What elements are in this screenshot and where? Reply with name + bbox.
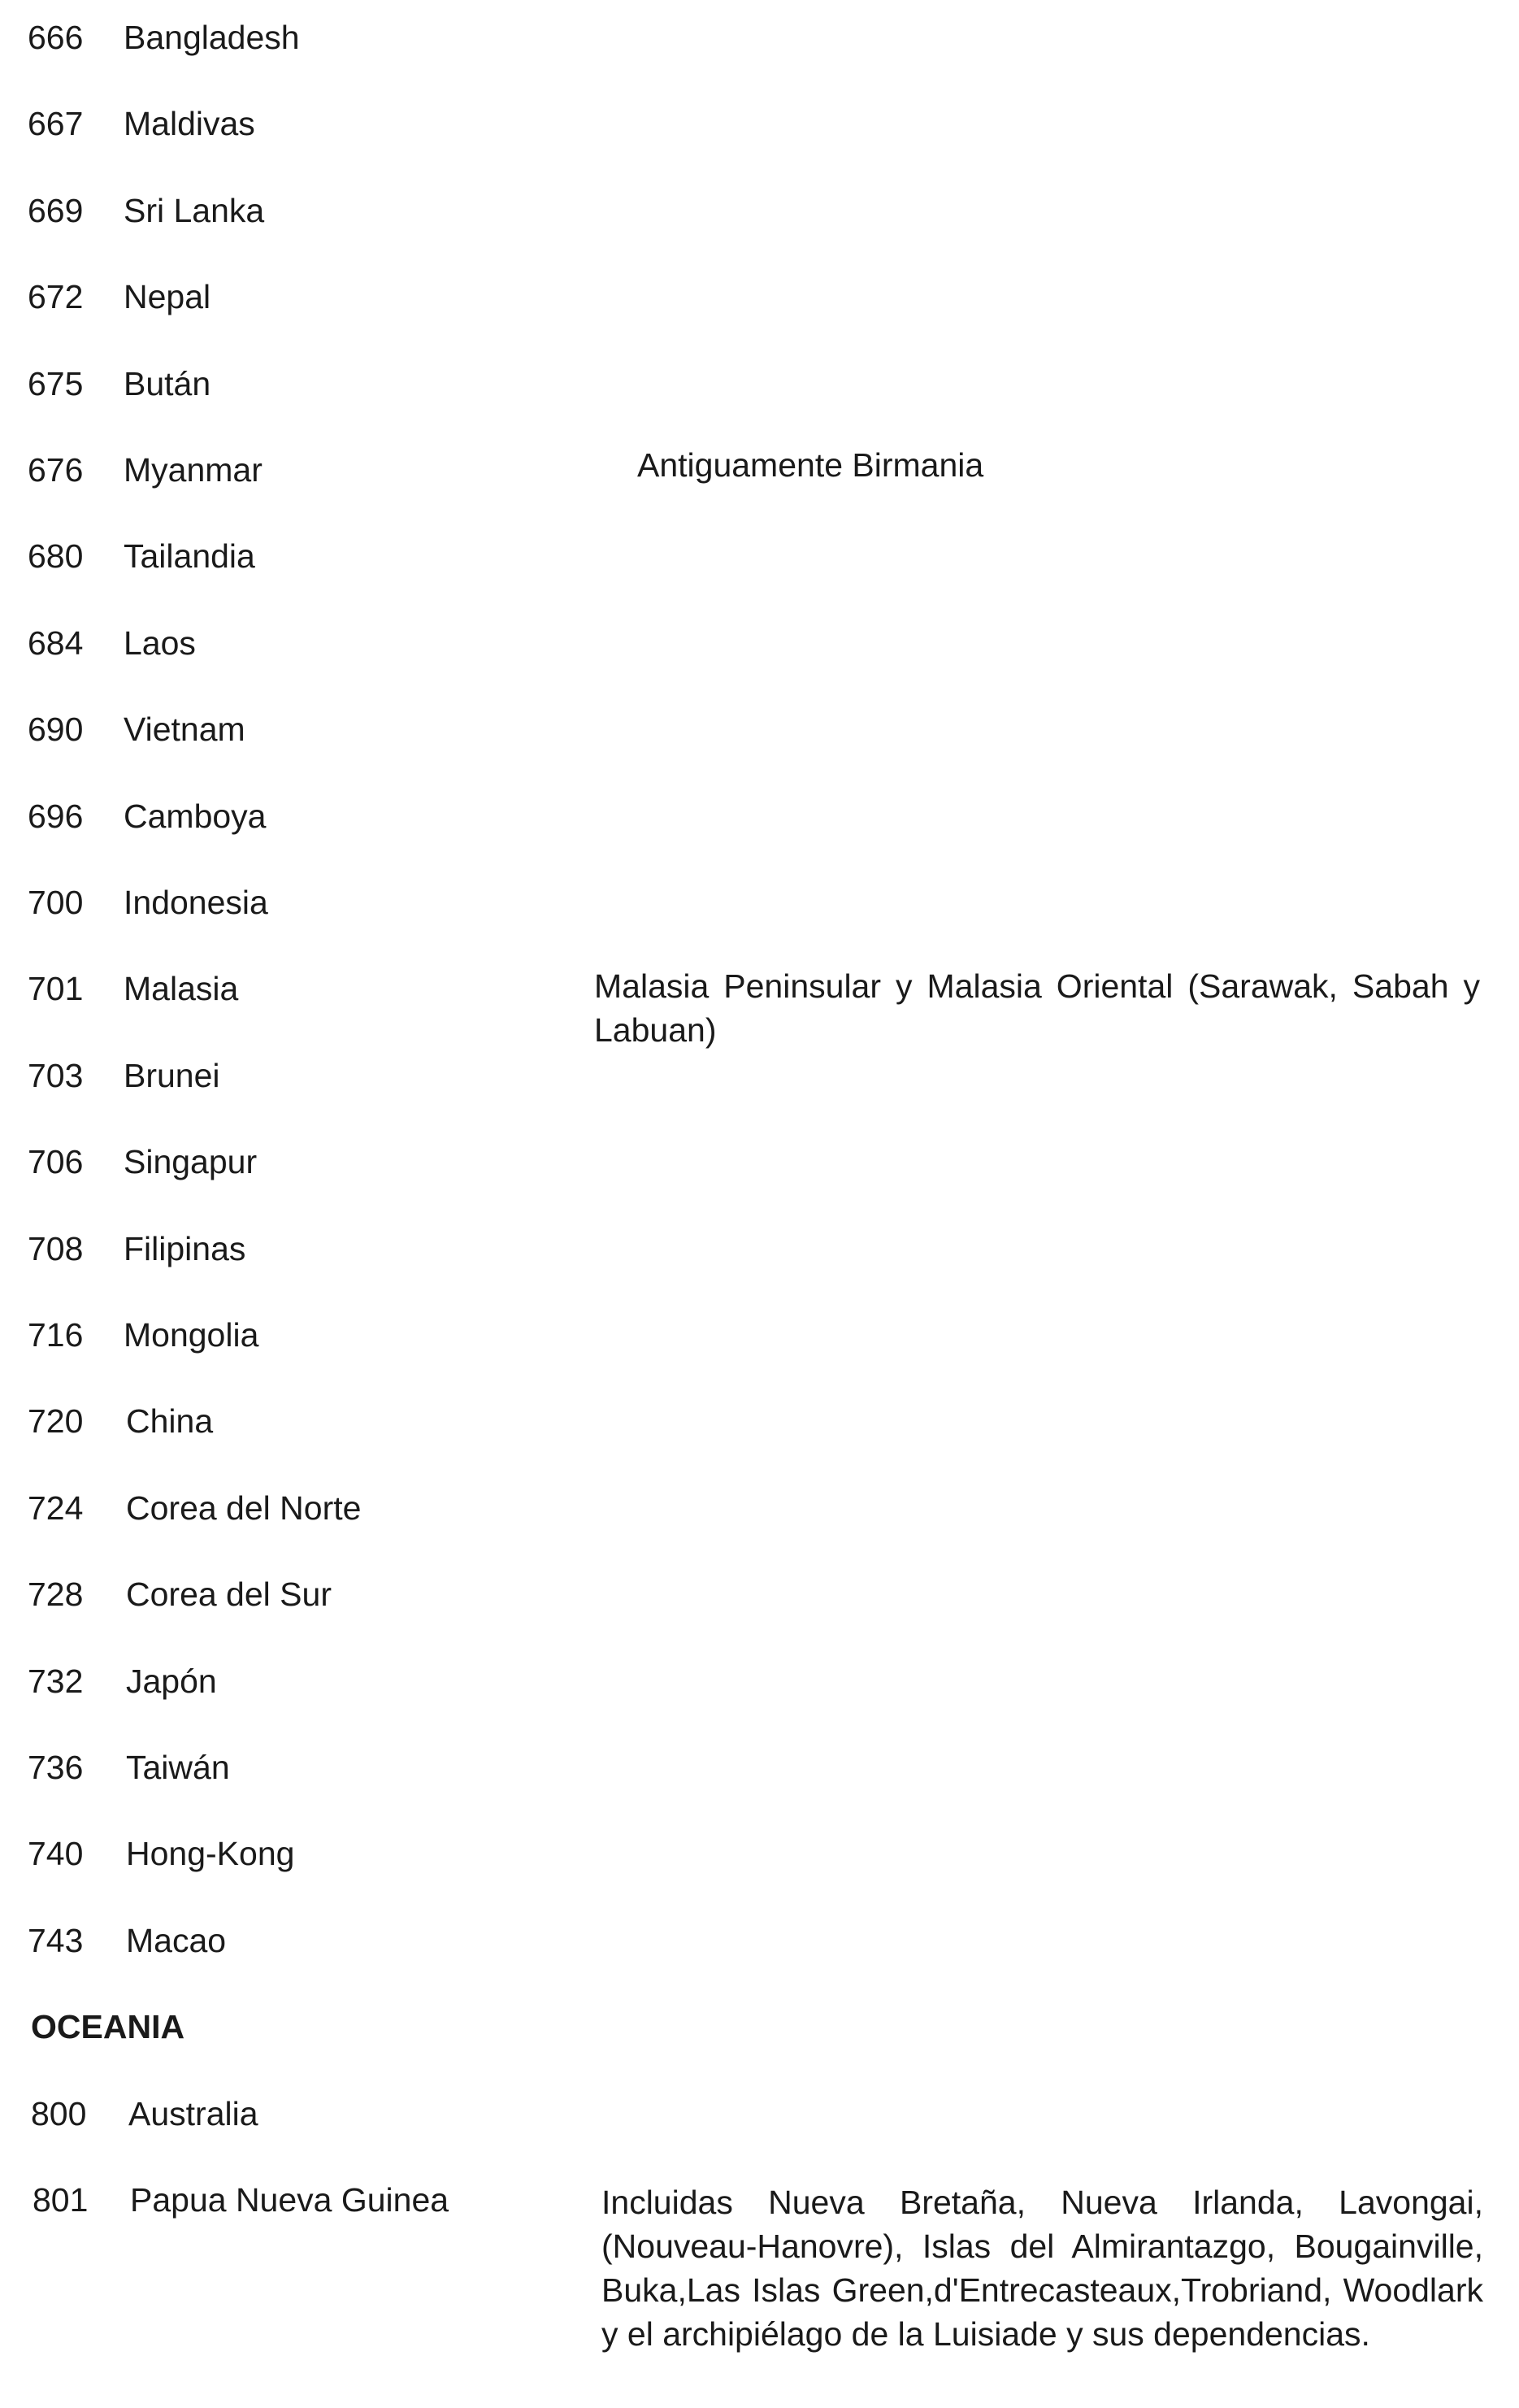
country-name: Brunei <box>124 1057 220 1094</box>
list-item <box>0 1575 1519 1623</box>
country-code: 703 <box>28 1057 84 1094</box>
country-code: 675 <box>28 365 84 402</box>
list-item <box>0 1056 1519 1105</box>
country-code: 743 <box>28 1922 84 1959</box>
country-name: Taiwán <box>126 1749 230 1786</box>
list-item <box>0 537 1519 585</box>
country-code: 716 <box>28 1316 84 1354</box>
country-code: 672 <box>28 278 84 315</box>
country-code: 801 <box>33 2181 89 2219</box>
list-item <box>0 1748 1519 1797</box>
list-item <box>0 18 1519 67</box>
country-code: 708 <box>28 1230 84 1267</box>
list-item <box>0 277 1519 326</box>
country-name: Filipinas <box>124 1230 246 1267</box>
country-name: Hong-Kong <box>126 1835 295 1872</box>
list-item <box>0 710 1519 758</box>
list-item <box>0 967 1519 1049</box>
country-code: 680 <box>28 537 84 575</box>
country-name: Japón <box>126 1663 217 1700</box>
country-name: Maldivas <box>124 105 255 142</box>
list-item <box>0 191 1519 240</box>
country-name: Laos <box>124 624 196 662</box>
country-code: 732 <box>28 1663 84 1700</box>
country-note: Incluidas Nueva Bretaña, Nueva Irlanda, Lavongai, (Nouveau-Hanovre), Islas del Almirantazgo, Bougainville, Buka,Las Islas Green,d'Entrecasteaux,Trobriand, Woodlark y el archipiélago de la Luisiade y sus dependencias. <box>601 2184 1483 2353</box>
country-code: 724 <box>28 1489 84 1527</box>
country-name: Corea del Sur <box>126 1576 332 1613</box>
list-item <box>0 1315 1519 1364</box>
country-code: 669 <box>28 192 84 229</box>
list-item <box>0 1489 1519 1537</box>
country-code: 696 <box>28 798 84 835</box>
country-code: 736 <box>28 1749 84 1786</box>
country-name: Bután <box>124 365 211 402</box>
list-item <box>0 1834 1519 1883</box>
country-code: 740 <box>28 1835 84 1872</box>
country-code: 684 <box>28 624 84 662</box>
list-item <box>0 446 1519 499</box>
country-code: 728 <box>28 1576 84 1613</box>
country-code: 706 <box>28 1143 84 1180</box>
country-name: Malasia <box>124 970 239 1007</box>
country-name: Nepal <box>124 278 211 315</box>
section-heading-oceania: OCEANIA <box>31 2008 185 2045</box>
country-name: Australia <box>128 2095 258 2132</box>
country-name: China <box>126 1402 214 1440</box>
list-item <box>0 883 1519 932</box>
list-item <box>0 797 1519 845</box>
country-code: 800 <box>31 2095 87 2132</box>
country-code: 720 <box>28 1402 84 1440</box>
country-code: 666 <box>28 19 84 56</box>
list-item <box>0 624 1519 672</box>
country-name: Corea del Norte <box>126 1489 362 1527</box>
list-item <box>0 1142 1519 1191</box>
country-note: Malasia Peninsular y Malasia Oriental (Sarawak, Sabah y Labuan) <box>594 967 1480 1049</box>
country-name: Singapur <box>124 1143 258 1180</box>
list-item <box>0 1921 1519 1970</box>
country-note: Antiguamente Birmania <box>637 446 984 484</box>
list-item <box>0 1662 1519 1710</box>
country-name: Indonesia <box>124 884 268 921</box>
country-code: 700 <box>28 884 84 921</box>
country-name: Macao <box>126 1922 227 1959</box>
country-name: Camboya <box>124 798 267 835</box>
list-item <box>0 1402 1519 1450</box>
list-item <box>0 364 1519 413</box>
country-name: Bangladesh <box>124 19 300 56</box>
country-name: Papua Nueva Guinea <box>130 2181 449 2219</box>
country-name: Sri Lanka <box>124 192 265 229</box>
country-code: 690 <box>28 711 84 748</box>
list-item <box>0 1229 1519 1278</box>
country-name: Myanmar <box>124 451 263 489</box>
list-item <box>0 2180 1519 2353</box>
country-name: Tailandia <box>124 537 255 575</box>
country-code: 676 <box>28 451 84 489</box>
country-name: Vietnam <box>124 711 245 748</box>
country-code: 701 <box>28 970 84 1007</box>
list-item <box>0 2094 1519 2143</box>
country-code: 667 <box>28 105 84 142</box>
list-item <box>0 104 1519 153</box>
country-name: Mongolia <box>124 1316 259 1354</box>
